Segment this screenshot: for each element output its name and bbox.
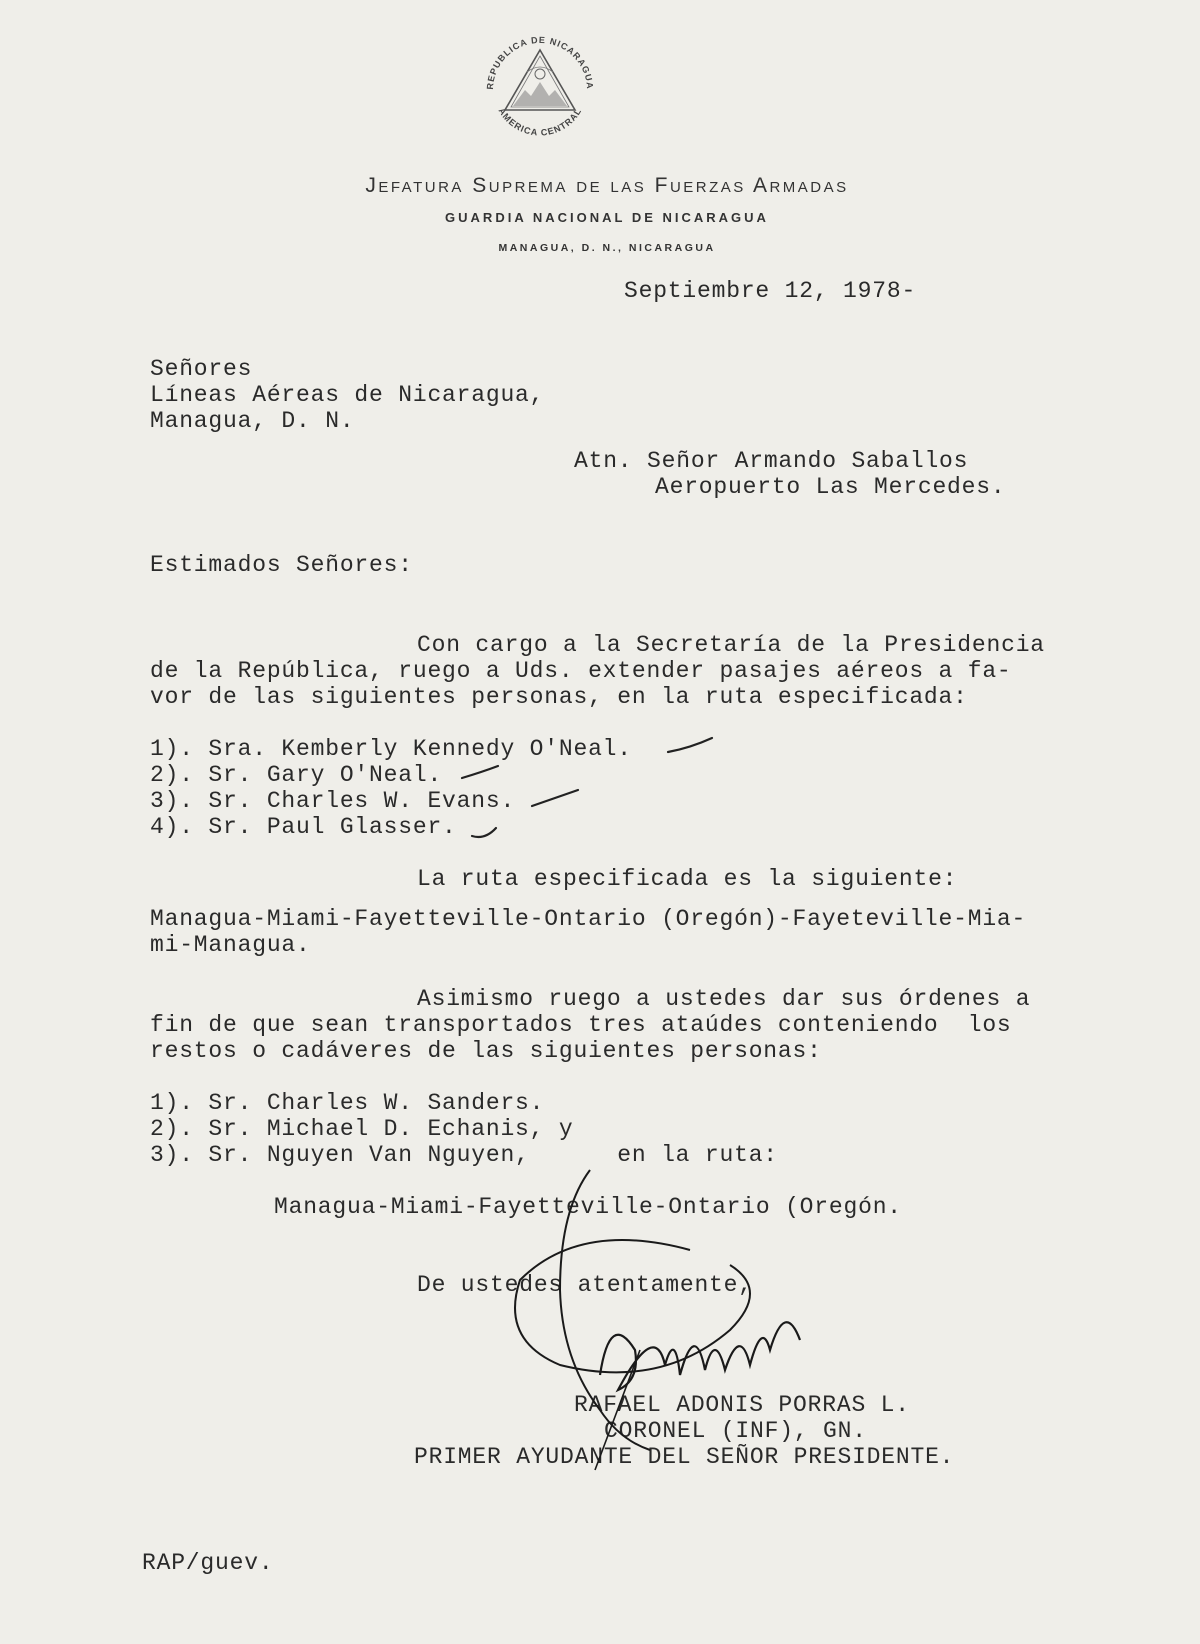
route-line-1: Managua-Miami-Fayetteville-Ontario (Oregón)-Fayeteville-Mia- [150,906,1027,932]
recipient-line-3: Managua, D. N. [150,408,355,434]
passenger-item: 3). Sr. Charles W. Evans. [150,788,516,814]
nicaragua-seal [475,22,605,152]
letterhead-city: MANAGUA, D. N., NICARAGUA [498,242,716,254]
recipient-line-2: Líneas Aéreas de Nicaragua, [150,382,545,408]
check-mark-icon [462,766,498,778]
passenger-item: 1). Sra. Kemberly Kennedy O'Neal. [150,736,632,762]
remains-item: 3). Sr. Nguyen Van Nguyen, en la ruta: [150,1142,778,1168]
attention-line-1: Atn. Señor Armando Saballos [574,448,969,474]
route-intro: La ruta especificada es la siguiente: [417,866,958,892]
paragraph1-line-1: Con cargo a la Secretaría de la Presidencia [417,632,1045,658]
seal-text-bottom: AMERICA CENTRAL [496,105,584,138]
check-mark-icon [472,828,496,837]
paragraph2-line-3: restos o cadáveres de las siguientes personas: [150,1038,822,1064]
typist-initials: RAP/guev. [142,1550,274,1576]
attention-line-2: Aeropuerto Las Mercedes. [655,474,1006,500]
letterhead-title: Jefatura Suprema de las Fuerzas Armadas [365,174,849,197]
check-mark-icon [532,790,578,806]
svg-text:REPUBLICA DE NICARAGUA [485,35,595,90]
check-mark-icon [668,738,712,752]
remains-item: 1). Sr. Charles W. Sanders. [150,1090,545,1116]
remains-item: 2). Sr. Michael D. Echanis, y [150,1116,574,1142]
signatory-rank: CORONEL (INF), GN. [604,1418,867,1444]
seal-text-top: REPUBLICA DE NICARAGUA [484,34,596,90]
signatory-name: RAFAEL ADONIS PORRAS L. [574,1392,910,1418]
letterhead-subtitle: GUARDIA NACIONAL DE NICARAGUA [445,210,769,225]
paragraph1-line-2: de la República, ruego a Uds. extender pasajes aéreos a fa- [150,658,1012,684]
passenger-item: 2). Sr. Gary O'Neal. [150,762,443,788]
paragraph2-line-1: Asimismo ruego a ustedes dar sus órdenes a [417,986,1031,1012]
signatory-position: PRIMER AYUDANTE DEL SEÑOR PRESIDENTE. [414,1444,955,1470]
letter-date: Septiembre 12, 1978- [624,278,917,304]
salutation: Estimados Señores: [150,552,413,578]
paragraph1-line-3: vor de las siguientes personas, en la ruta especificada: [150,684,968,710]
route-line-2: mi-Managua. [150,932,311,958]
route2: Managua-Miami-Fayetteville-Ontario (Oregón. [274,1194,902,1220]
recipient-line-1: Señores [150,356,253,382]
paragraph2-line-2: fin de que sean transportados tres ataúdes conteniendo los [150,1012,1012,1038]
passenger-item: 4). Sr. Paul Glasser. [150,814,457,840]
closing: De ustedes atentamente, [417,1272,753,1298]
